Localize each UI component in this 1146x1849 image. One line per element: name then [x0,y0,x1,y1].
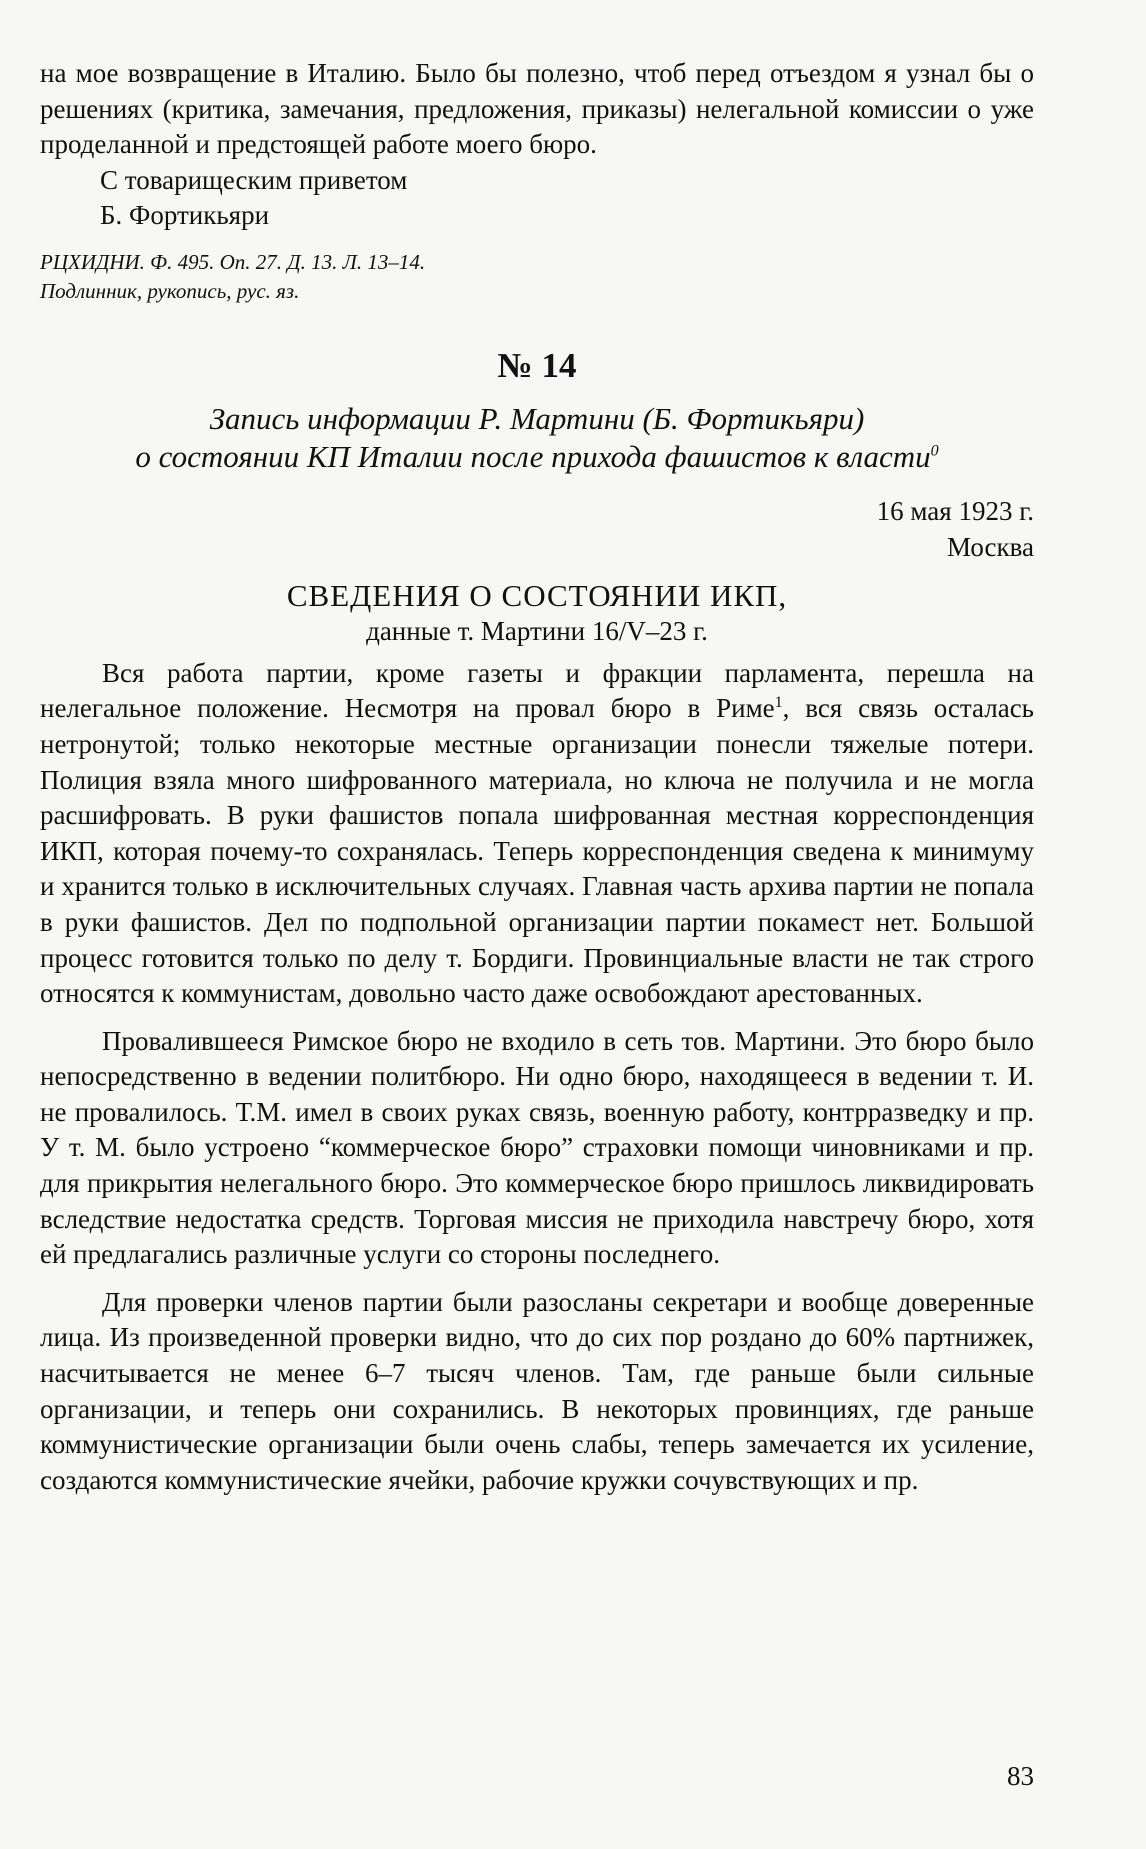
document-title-line1: Запись информации Р. Мартини (Б. Фортикьяри) [209,400,865,436]
archive-ref: РЦХИДНИ. Ф. 495. Оп. 27. Д. 13. Л. 13–14. [40,249,426,274]
document-place: Москва [947,531,1034,562]
section-subheading: данные т. Мартини 16/V–23 г. [366,616,708,647]
paragraph1-footnote: 1 [774,694,783,712]
archive-citation [40,248,1034,306]
paragraph1-text-b: , вся связь осталась нетронутой; только некоторые местные организации понесли тяжелые потери. Полиция взяла много шифрованного материала, но ключа не получила и не могла расшифровать. В руки фашистов попала шифрованная местная корреспонденция ИКП, которая почему-то сохранялась. Теперь корреспонденция сведена к минимуму и хранится только в исключительных случаях. Главная часть архива партии не попала в руки фашистов. Дел по подпольной организации партии покамест нет. Большой процесс готовится только по делу т. Бордиги. Провинциальные власти не так строго относятся к коммунистам, довольно часто даже освобождают арестованных. [40,693,1034,1009]
document-title-line2: о состоянии КП Италии после прихода фашистов к власти [135,438,931,474]
paragraph1-text-a: Вся работа партии, кроме газеты и фракции парламента, перешла на нелегальное положение. Несмотря на провал бюро в Риме [40,657,1034,724]
document-title [40,400,1034,476]
body-paragraph-3: Для проверки членов партии были разосланы секретари и вообще доверенные лица. Из произведенной проверки видно, что до сих пор роздано до 60% партнижек, насчитывается не менее 6–7 тысяч членов. Там, где раньше были сильные организации, и теперь они сохранились. В некоторых провинциях, где раньше коммунистические организации были очень слабы, теперь замечается их усиление, создаются коммунистические ячейки, рабочие кружки сочувствующих и пр. [40,1286,1034,1495]
page-number: 83 [1007,1761,1034,1791]
text-block [40,56,1034,1498]
document-date: 16 мая 1923 г. [876,495,1034,526]
archive-note: Подлинник, рукопись, рус. яз. [40,278,300,303]
signature: Б. Фортикьяри [100,200,270,231]
section-heading: СВЕДЕНИЯ О СОСТОЯНИИ ИКП, [286,578,788,614]
document-number: № 14 [497,345,577,385]
body-paragraph-2: Провалившееся Римское бюро не входило в сеть тов. Мартини. Это бюро было непосредственно в ведении политбюро. Ни одно бюро, находящееся в ведении т. И. не провалилось. Т.М. имел в своих руках связь, военную работу, контрразведку и пр. У т. М. было устроено “коммерческое бюро” страховки помощи чиновниками и пр. для прикрытия нелегального бюро. Это коммерческое бюро пришлось ликвидировать вследствие недостатка средств. Торговая миссия не приходила навстречу бюро, хотя ей предлагались различные услуги со стороны последнего. [40,1025,1034,1270]
closing-line: С товарищеским приветом [100,164,408,195]
intro-paragraph: на мое возвращение в Италию. Было бы полезно, чтоб перед отъездом я узнал бы о решениях (критика, замечания, предложения, приказы) нелегальной комиссии о уже проделанной и предстоящей работе моего бюро. [40,58,1034,160]
body-paragraph-1 [40,656,1034,1012]
document-title-footnote: 0 [930,442,939,460]
